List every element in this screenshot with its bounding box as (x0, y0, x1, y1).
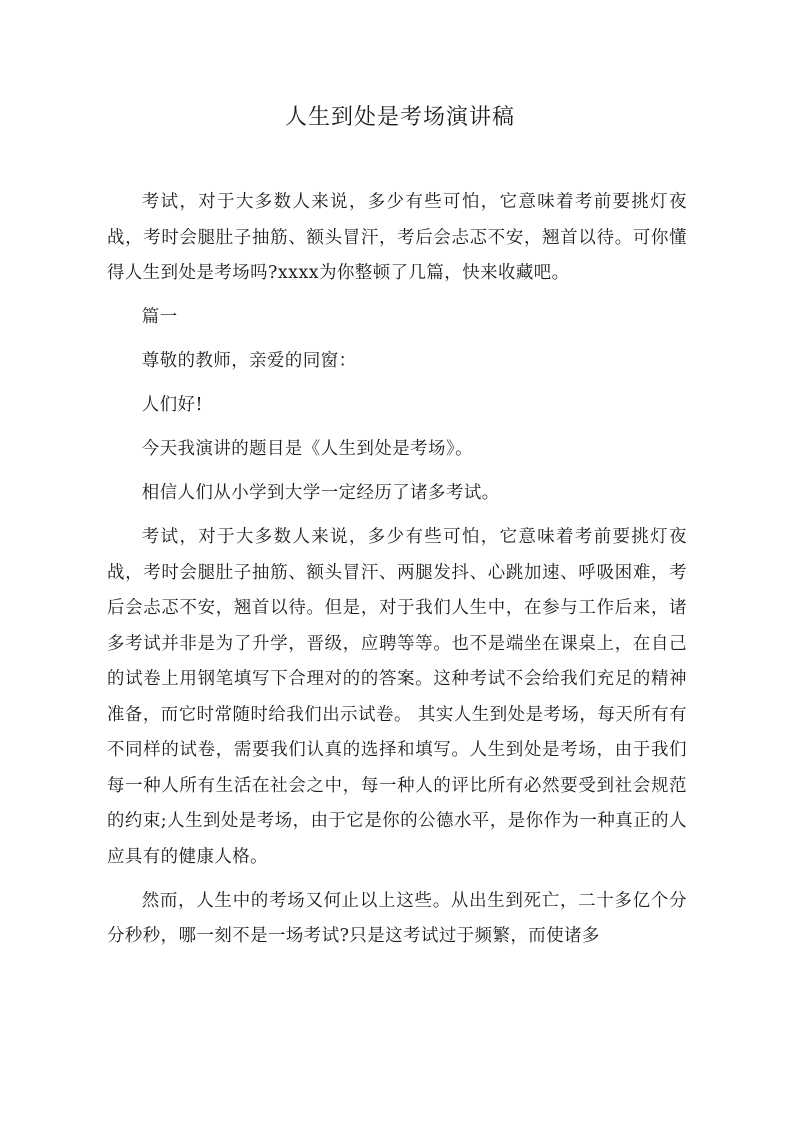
paragraph: 考试，对于大多数人来说，多少有些可怕，它意味着考前要挑灯夜战，考时会腿肚子抽筋、额头冒汗、两腿发抖、心跳加速、呼吸困难，考后会忐忑不安，翘首以待。但是，对于我们人生中，在参与工作后来，诸多考试并非是为了升学，晋级，应聘等等。也不是端坐在课桌上，在自己的试卷上用钢笔填写下合理对的的答案。这种考试不会给我们充足的精神准备，而它时常随时给我们出示试卷。 其实人生到处是考场，每天所有有不同样的试卷，需要我们认真的选择和填写。人生到处是考场，由于我们每一种人所有生活在社会之中，每一种人的评比所有必然要受到社会规范的约束;人生到处是考场，由于它是你的公德水平，是你作为一种真正的人应具有的健康人格。 (107, 527, 687, 867)
paragraph: 今天我演讲的题目是《人生到处是考场》。 (141, 439, 474, 459)
document-title: 人生到处是考场演讲稿 (284, 105, 515, 130)
salutation: 尊敬的教师，亲爱的同窗： (141, 351, 357, 371)
section-heading: 篇一 (141, 307, 178, 327)
paragraph: 考试，对于大多数人来说，多少有些可怕，它意味着考前要挑灯夜战，考时会腿肚子抽筋、额头冒汗，考后会忐忑不安，翘首以待。可你懂得人生到处是考场吗?xxxx为你整顿了几篇，快来收藏吧。 (107, 192, 687, 283)
document-body (107, 185, 687, 955)
paragraph: 相信人们从小学到大学一定经历了诸多考试。 (141, 483, 500, 503)
greeting: 人们好! (141, 395, 203, 415)
paragraph: 然而，人生中的考场又何止以上这些。从出生到死亡，二十多亿个分分秒秒，哪一刻不是一场考试?只是这考试过于频繁，而使诸多 (107, 890, 687, 946)
